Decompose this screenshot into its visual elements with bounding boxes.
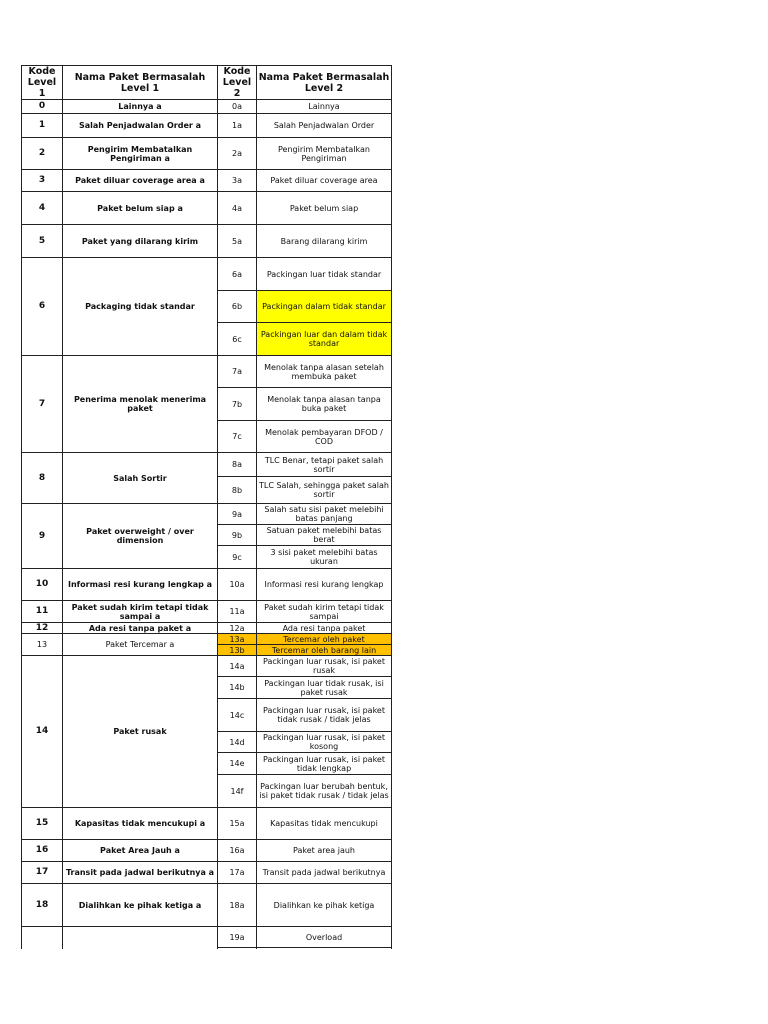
table-row — [22, 601, 392, 623]
level1-code-cell: 4 — [22, 192, 63, 225]
level1-name-cell: Paket overweight / over dimension — [63, 504, 218, 569]
level1-name-cell: Penerima menolak menerima paket — [63, 356, 218, 453]
level1-name-cell: Salah Penjadwalan Order a — [63, 114, 218, 138]
level2-code-cell: 8b — [218, 477, 257, 504]
level2-name-cell: TLC Benar, tetapi paket salah sortir — [257, 453, 392, 477]
table-row — [22, 656, 392, 677]
level2-name-cell: Ada resi tanpa paket — [257, 623, 392, 634]
table-row — [22, 840, 392, 862]
level1-code-cell: 6 — [22, 258, 63, 356]
level2-name-cell: Pengirim Membatalkan Pengiriman — [257, 138, 392, 170]
header-kode-level-2: Kode Level 2 — [218, 66, 257, 100]
header-kode-level-1: Kode Level 1 — [22, 66, 63, 100]
level1-name-cell: Informasi resi kurang lengkap a — [63, 569, 218, 601]
level2-name-cell: Satuan paket melebihi batas berat — [257, 525, 392, 546]
level2-name-cell: Packingan luar rusak, isi paket rusak — [257, 656, 392, 677]
level2-name-cell: Menolak tanpa alasan setelah membuka paket — [257, 356, 392, 388]
level2-name-cell: Dialihkan ke pihak ketiga — [257, 884, 392, 927]
level1-name-cell: Paket diluar coverage area a — [63, 170, 218, 192]
table-row — [22, 808, 392, 840]
level1-code-cell: 13 — [22, 634, 63, 656]
level2-code-cell: 5a — [218, 225, 257, 258]
level2-name-cell: Packingan luar rusak, isi paket kosong — [257, 732, 392, 753]
level2-name-cell: Lainnya — [257, 100, 392, 114]
level1-code-cell: 11 — [22, 601, 63, 623]
level2-code-cell: 4a — [218, 192, 257, 225]
level2-code-cell: 6a — [218, 258, 257, 291]
level1-name-cell: Transit pada jadwal berikutnya a — [63, 862, 218, 884]
level1-name-cell — [63, 927, 218, 950]
level2-code-cell: 6b — [218, 291, 257, 323]
level1-name-cell: Pengirim Membatalkan Pengiriman a — [63, 138, 218, 170]
level2-code-cell: 13a — [218, 634, 257, 645]
level1-name-cell: Paket Area Jauh a — [63, 840, 218, 862]
level2-code-cell: 9c — [218, 546, 257, 569]
level2-code-cell: 14d — [218, 732, 257, 753]
level1-name-cell: Lainnya a — [63, 100, 218, 114]
table-row — [22, 258, 392, 291]
level2-code-cell: 10a — [218, 569, 257, 601]
level2-name-cell: TLC Salah, sehingga paket salah sortir — [257, 477, 392, 504]
level2-name-cell: Packingan luar berubah bentuk, isi paket tidak rusak / tidak jelas — [257, 775, 392, 808]
level2-name-cell: 3 sisi paket melebihi batas ukuran — [257, 546, 392, 569]
level2-code-cell: 18a — [218, 884, 257, 927]
level2-name-cell: Paket sudah kirim tetapi tidak sampai — [257, 601, 392, 623]
level1-name-cell: Paket belum siap a — [63, 192, 218, 225]
table-row — [22, 192, 392, 225]
level1-code-cell: 15 — [22, 808, 63, 840]
table-row — [22, 569, 392, 601]
level2-code-cell: 15a — [218, 808, 257, 840]
level1-code-cell: 3 — [22, 170, 63, 192]
table-row — [22, 504, 392, 525]
level2-code-cell: 14c — [218, 699, 257, 732]
level2-code-cell: 0a — [218, 100, 257, 114]
level1-name-cell: Salah Sortir — [63, 453, 218, 504]
level1-name-cell: Packaging tidak standar — [63, 258, 218, 356]
level2-name-cell: Paket belum siap — [257, 192, 392, 225]
level2-code-cell: 12a — [218, 623, 257, 634]
level2-name-cell — [257, 948, 392, 950]
table-row — [22, 138, 392, 170]
level2-name-cell: Menolak pembayaran DFOD / COD — [257, 421, 392, 453]
level2-code-cell: 2a — [218, 138, 257, 170]
level1-name-cell: Paket Tercemar a — [63, 634, 218, 656]
level1-name-cell: Dialihkan ke pihak ketiga a — [63, 884, 218, 927]
level2-name-cell: Packingan luar tidak rusak, isi paket rusak — [257, 677, 392, 699]
level1-code-cell: 1 — [22, 114, 63, 138]
level1-name-cell: Kapasitas tidak mencukupi a — [63, 808, 218, 840]
level2-name-cell: Overload — [257, 927, 392, 948]
level2-name-cell: Informasi resi kurang lengkap — [257, 569, 392, 601]
level2-code-cell: 7b — [218, 388, 257, 421]
table-row — [22, 623, 392, 634]
table-row — [22, 114, 392, 138]
level2-name-cell: Tercemar oleh barang lain — [257, 645, 392, 656]
table-row — [22, 927, 392, 948]
level2-name-cell: Packingan luar rusak, isi paket tidak lengkap — [257, 753, 392, 775]
level1-code-cell: 7 — [22, 356, 63, 453]
level2-code-cell: 14b — [218, 677, 257, 699]
level2-code-cell: 14e — [218, 753, 257, 775]
level2-name-cell: Packingan luar rusak, isi paket tidak rusak / tidak jelas — [257, 699, 392, 732]
level1-code-cell: 2 — [22, 138, 63, 170]
level1-code-cell: 14 — [22, 656, 63, 808]
level1-code-cell: 17 — [22, 862, 63, 884]
level1-code-cell: 9 — [22, 504, 63, 569]
table-row — [22, 634, 392, 645]
table-row — [22, 453, 392, 477]
level2-code-cell: 6c — [218, 323, 257, 356]
level1-name-cell: Ada resi tanpa paket a — [63, 623, 218, 634]
table-body — [22, 100, 392, 950]
level2-name-cell: Menolak tanpa alasan tanpa buka paket — [257, 388, 392, 421]
table-row — [22, 100, 392, 114]
level2-name-cell: Barang dilarang kirim — [257, 225, 392, 258]
level1-name-cell: Paket yang dilarang kirim — [63, 225, 218, 258]
header-row — [22, 66, 392, 100]
table-row — [22, 356, 392, 388]
level2-code-cell: 9b — [218, 525, 257, 546]
level2-name-cell: Packingan luar dan dalam tidak standar — [257, 323, 392, 356]
level2-code-cell: 14a — [218, 656, 257, 677]
level2-code-cell: 8a — [218, 453, 257, 477]
level1-code-cell: 18 — [22, 884, 63, 927]
level2-name-cell: Salah Penjadwalan Order — [257, 114, 392, 138]
level2-code-cell: 7c — [218, 421, 257, 453]
level2-code-cell: 9a — [218, 504, 257, 525]
level2-code-cell: 11a — [218, 601, 257, 623]
level2-name-cell: Kapasitas tidak mencukupi — [257, 808, 392, 840]
level2-name-cell: Salah satu sisi paket melebihi batas panjang — [257, 504, 392, 525]
header-nama-level-1: Nama Paket Bermasalah Level 1 — [63, 66, 218, 100]
level2-name-cell: Tercemar oleh paket — [257, 634, 392, 645]
level2-name-cell: Paket area jauh — [257, 840, 392, 862]
level1-code-cell: 10 — [22, 569, 63, 601]
level1-code-cell: 12 — [22, 623, 63, 634]
level2-name-cell: Packingan luar tidak standar — [257, 258, 392, 291]
level2-code-cell: 7a — [218, 356, 257, 388]
level2-code-cell — [218, 948, 257, 950]
level2-code-cell: 16a — [218, 840, 257, 862]
table-row — [22, 862, 392, 884]
level1-code-cell — [22, 927, 63, 950]
problem-package-code-table — [21, 65, 392, 949]
level2-code-cell: 13b — [218, 645, 257, 656]
level2-name-cell: Packingan dalam tidak standar — [257, 291, 392, 323]
level2-name-cell: Transit pada jadwal berikutnya — [257, 862, 392, 884]
level1-code-cell: 16 — [22, 840, 63, 862]
level1-code-cell: 5 — [22, 225, 63, 258]
level2-code-cell: 3a — [218, 170, 257, 192]
table-row — [22, 884, 392, 927]
header-nama-level-2: Nama Paket Bermasalah Level 2 — [257, 66, 392, 100]
table-row — [22, 225, 392, 258]
level2-code-cell: 17a — [218, 862, 257, 884]
level2-code-cell: 19a — [218, 927, 257, 948]
level1-code-cell: 8 — [22, 453, 63, 504]
level1-code-cell: 0 — [22, 100, 63, 114]
level2-name-cell: Paket diluar coverage area — [257, 170, 392, 192]
table-row — [22, 170, 392, 192]
level1-name-cell: Paket rusak — [63, 656, 218, 808]
level1-name-cell: Paket sudah kirim tetapi tidak sampai a — [63, 601, 218, 623]
level2-code-cell: 1a — [218, 114, 257, 138]
level2-code-cell: 14f — [218, 775, 257, 808]
